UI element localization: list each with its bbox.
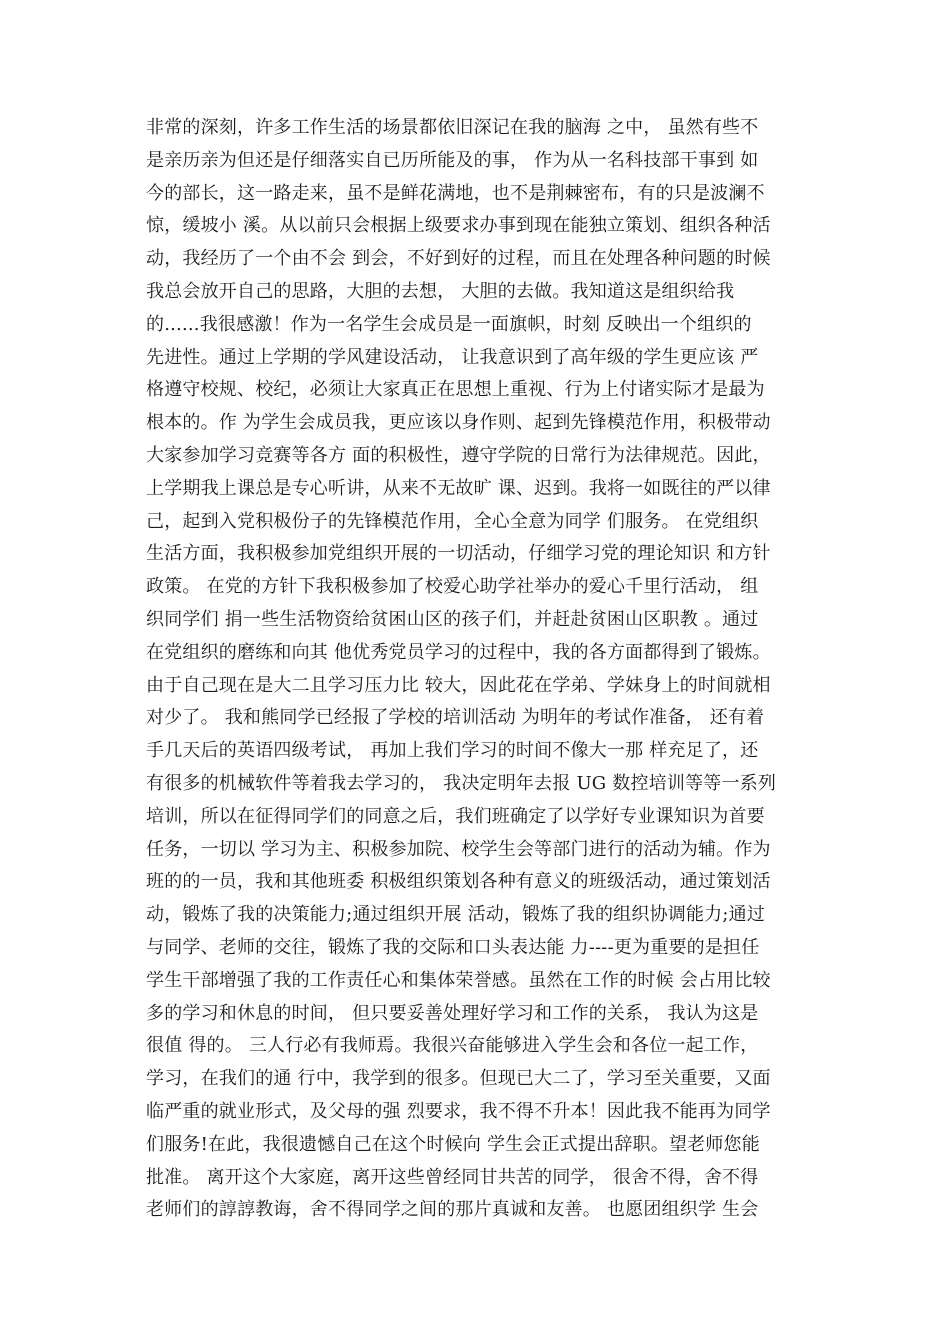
text-line: 多的学习和休息的时间， 但只要妥善处理好学习和工作的关系， 我认为这是 xyxy=(146,1002,759,1024)
text-line: 由于自己现在是大二且学习压力比 较大，因此花在学弟、学妹身上的时间就相 xyxy=(146,674,771,696)
text-line: 学生干部增强了我的工作责任心和集体荣誉感。虽然在工作的时候 会占用比较 xyxy=(146,969,771,991)
text-line: 们服务!在此，我很遗憾自己在这个时候向 学生会正式提出辞职。望老师您能 xyxy=(146,1133,760,1155)
text-line: 任务，一切以 学习为主、积极参加院、校学生会等部门进行的活动为辅。作为 xyxy=(146,838,771,860)
text-line: 的......我很感激！作为一名学生会成员是一面旗帜，时刻 反映出一个组织的 xyxy=(146,313,752,335)
text-line: 临严重的就业形式，及父母的强 烈要求，我不得不升本！因此我不能再为同学 xyxy=(146,1100,771,1122)
body-text xyxy=(146,112,811,1227)
text-line: 学习，在我们的通 行中，我学到的很多。但现已大二了，学习至关重要，又面 xyxy=(146,1068,771,1090)
text-line: 格遵守校规、校纪，必须让大家真正在思想上重视、行为上付诸实际才是最为 xyxy=(146,379,765,401)
text-line: 上学期我上课总是专心听讲，从来不无故旷 课、迟到。我将一如既往的严以律 xyxy=(146,477,771,499)
text-line: 己，起到入党积极份子的先锋模范作用，全心全意为同学 们服务。 在党组织 xyxy=(146,510,759,532)
text-line: 惊，缓坡小 溪。从以前只会根据上级要求办事到现在能独立策划、组织各种活 xyxy=(146,215,771,237)
text-line: 手几天后的英语四级考试， 再加上我们学习的时间不像大一那 样充足了，还 xyxy=(146,740,759,762)
text-line: 是亲历亲为但还是仔细落实自已历所能及的事， 作为从一名科技部干事到 如 xyxy=(146,149,759,171)
text-line: 生活方面，我积极参加党组织开展的一切活动，仔细学习党的理论知识 和方针 xyxy=(146,543,771,565)
text-line: 老师们的諄諄教诲，舍不得同学之间的那片真诚和友善。 也愿团组织学 生会 xyxy=(146,1199,759,1221)
text-line: 批准。 离开这个大家庭，离开这些曾经同甘共苦的同学， 很舍不得，舍不得 xyxy=(146,1166,759,1188)
text-line: 大家参加学习竞赛等各方 面的积极性，遵守学院的日常行为法律规范。因此， xyxy=(146,444,771,466)
text-line: 动，我经历了一个由不会 到会，不好到好的过程，而且在处理各种问题的时候 xyxy=(146,248,771,270)
text-line: 班的的一员，我和其他班委 积极组织策划各种有意义的班级活动，通过策划活 xyxy=(146,871,771,893)
text-line: 动，锻炼了我的决策能力;通过组织开展 活动，锻炼了我的组织协调能力;通过 xyxy=(146,904,766,926)
text-line: 有很多的机械软件等着我去学习的， 我决定明年去报 UG 数控培训等等一系列 xyxy=(146,772,777,794)
text-line: 根本的。作 为学生会成员我，更应该以身作则、起到先锋模范作用，积极带动 xyxy=(146,412,771,434)
text-line: 很值 得的。 三人行必有我师焉。我很兴奋能够进入学生会和各位一起工作， xyxy=(146,1035,759,1057)
text-line: 织同学们 捐一些生活物资给贫困山区的孩子们，并赶赴贫困山区职教 。通过 xyxy=(146,608,759,630)
text-line: 我总会放开自己的思路，大胆的去想， 大胆的去做。我知道这是组织给我 xyxy=(146,280,735,302)
text-line: 与同学、老师的交往，锻炼了我的交际和口头表达能 力----更为重要的是担任 xyxy=(146,936,760,958)
text-line: 先进性。通过上学期的学风建设活动， 让我意识到了高年级的学生更应该 严 xyxy=(146,346,759,368)
text-line: 对少了。 我和熊同学已经报了学校的培训活动 为明年的考试作准备， 还有着 xyxy=(146,707,765,729)
text-line: 在党组织的磨练和向其 他优秀党员学习的过程中，我的各方面都得到了锻炼。 xyxy=(146,641,771,663)
text-line: 非常的深刻，许多工作生活的场景都依旧深记在我的脑海 之中， 虽然有些不 xyxy=(146,117,759,138)
text-line: 政策。 在党的方针下我积极参加了校爱心助学社举办的爱心千里行活动， 组 xyxy=(146,576,759,598)
text-line: 今的部长，这一路走来，虽不是鲜花满地，也不是荆棘密布，有的只是波澜不 xyxy=(146,182,765,204)
text-line: 培训，所以在征得同学们的同意之后，我们班确定了以学好专业课知识为首要 xyxy=(146,805,765,827)
